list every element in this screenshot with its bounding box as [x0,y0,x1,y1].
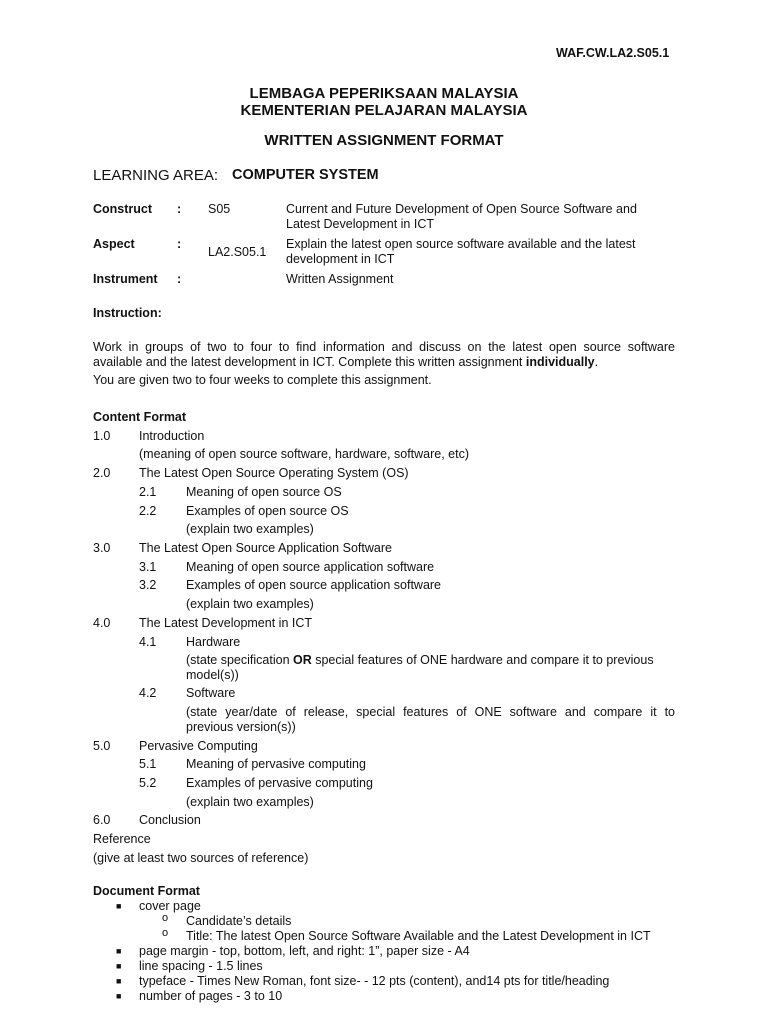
instruction-paragraph-line-1: Work in groups of two to four to find information and discuss on the latest open source software [93,340,675,354]
instruction-paragraph-line-2 [93,355,598,369]
document-code: WAF.CW.LA2.S05.1 [556,46,670,60]
format-sub-item: Candidate’s details [186,914,292,928]
subsection-number: 5.2 [139,776,157,790]
header-line-1: LEMBAGA PEPERIKSAAN MALAYSIA [249,85,519,102]
reference-label: Reference [93,832,151,846]
square-bullet-icon: ■ [116,976,122,986]
section-note: (meaning of open source software, hardware, software, etc) [139,447,470,461]
format-item: page margin - top, bottom, left, and right: 1”, paper size - A4 [139,944,470,958]
content-format-heading: Content Format [93,410,187,424]
construct-colon: : [177,202,182,216]
section-number: 4.0 [93,616,111,630]
learning-area-value: COMPUTER SYSTEM [232,167,379,183]
square-bullet-icon: ■ [116,991,122,1001]
subsection-note-line-1: (state year/date of release, special features of ONE software and compare it to [186,705,675,719]
instruction-heading: Instruction: [93,306,162,320]
note-text: special features of ONE hardware and compare it to previous [311,653,654,667]
construct-desc-line-2: Latest Development in ICT [286,217,434,231]
subsection-note: (explain two examples) [186,522,314,536]
subsection-note: (explain two examples) [186,795,314,809]
instruction-deadline: You are given two to four weeks to complete this assignment. [93,373,432,387]
format-item: number of pages - 3 to 10 [139,989,283,1003]
section-title: The Latest Development in ICT [139,616,312,630]
subsection-text: Meaning of open source application software [186,560,435,574]
note-text: (state specification [186,653,293,667]
instrument-colon: : [177,272,182,286]
subsection-text: Hardware [186,635,241,649]
section-number: 2.0 [93,466,111,480]
square-bullet-icon: ■ [116,901,122,911]
subsection-text: Examples of open source application software [186,578,442,592]
instruction-text: available and the latest development in ICT. Complete this written assignment [93,355,526,369]
subsection-text: Meaning of open source OS [186,485,342,499]
instrument-desc: Written Assignment [286,272,394,286]
subsection-text: Meaning of pervasive computing [186,757,366,771]
aspect-label: Aspect [93,237,135,251]
reference-note: (give at least two sources of reference) [93,851,309,865]
subsection-number: 5.1 [139,757,157,771]
subsection-note-line-2: previous version(s)) [186,720,296,734]
aspect-desc-line-1: Explain the latest open source software available and the latest [286,237,636,251]
subsection-number: 4.2 [139,686,157,700]
square-bullet-icon: ■ [116,961,122,971]
section-title: Introduction [139,429,205,443]
section-number: 3.0 [93,541,111,555]
construct-code: S05 [208,202,231,216]
subsection-number: 3.1 [139,560,157,574]
section-title: Pervasive Computing [139,739,258,753]
document-format-heading: Document Format [93,884,200,898]
learning-area-label: LEARNING AREA: [93,167,219,184]
subsection-number: 2.2 [139,504,157,518]
note-emphasis: OR [293,653,312,667]
format-item: cover page [139,899,201,913]
subsection-text: Software [186,686,236,700]
construct-desc-line-1: Current and Future Development of Open Source Software and [286,202,637,216]
section-title: The Latest Open Source Operating System (OS) [139,466,409,480]
aspect-colon: : [177,237,182,251]
construct-label: Construct [93,202,153,216]
circle-bullet-icon: o [162,927,169,939]
square-bullet-icon: ■ [116,946,122,956]
subsection-number: 3.2 [139,578,157,592]
subsection-number: 2.1 [139,485,157,499]
section-title: Conclusion [139,813,201,827]
instruction-emphasis: individually [525,355,595,369]
circle-bullet-icon: o [162,912,169,924]
subsection-note-line-2: model(s)) [186,668,239,682]
section-number: 6.0 [93,813,111,827]
format-sub-item: Title: The latest Open Source Software Available and the Latest Development in ICT [186,929,651,943]
subsection-text: Examples of open source OS [186,504,349,518]
format-item: typeface - Times New Roman, font size- - 12 pts (content), and14 pts for title/heading [139,974,610,988]
subsection-text: Examples of pervasive computing [186,776,373,790]
section-title: The Latest Open Source Application Software [139,541,392,555]
document-title: WRITTEN ASSIGNMENT FORMAT [264,132,504,149]
instrument-label: Instrument [93,272,158,286]
section-number: 5.0 [93,739,111,753]
subsection-number: 4.1 [139,635,157,649]
section-number: 1.0 [93,429,111,443]
subsection-note: (explain two examples) [186,597,314,611]
header-line-2: KEMENTERIAN PELAJARAN MALAYSIA [240,102,528,119]
instruction-period: . [594,355,599,369]
subsection-note-line-1 [186,653,654,667]
aspect-desc-line-2: development in ICT [286,252,395,266]
format-item: line spacing - 1.5 lines [139,959,263,973]
aspect-code: LA2.S05.1 [208,245,267,259]
